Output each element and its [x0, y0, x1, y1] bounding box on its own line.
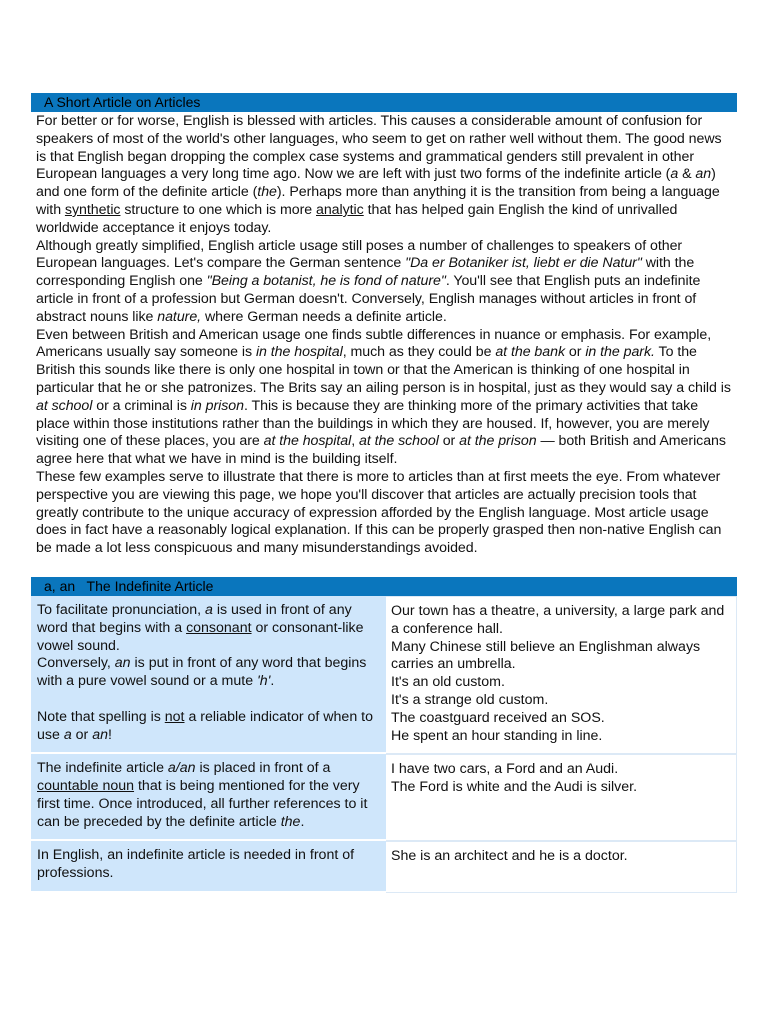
article-body [31, 112, 737, 558]
example-cell: She is an architect and he is a doctor. [386, 841, 737, 893]
table-row [31, 596, 737, 754]
table-row [31, 841, 737, 893]
paragraph-conclusion: These few examples serve to illustrate that there is more to articles than at first meets the eye. From whatever perspective you are viewing this page, we hope you'll discover that articles are actually precision tools that greatly contribute to the unique accuracy of expression afforded by the English language. Most article usage does in fact have a reasonably logical explanation. If this can be properly grasped then non-native English can be made a lot less conspicuous and many misunderstandings avoided. [36, 468, 722, 557]
link-analytic[interactable]: analytic [316, 201, 364, 218]
indefinite-article-table [31, 596, 737, 893]
section-heading-indefinite-article: a, an The Indefinite Article [31, 577, 737, 596]
paragraph-german: Although greatly simplified, English article usage still poses a number of challenges to speakers of other European languages. Let's compare the German sentence "Da er Botaniker ist, liebt er die Natur" with the corresponding English one "Being a botanist, he is fond of nature". You'll see that English puts an indefinite article in front of a profession but German doesn't. Conversely, English manages without articles in front of abstract nouns like nature, where German needs a definite article. [36, 237, 701, 325]
paragraph-british-american: Even between British and American usage one finds subtle differences in nuance or emphasis. For example, Americans usually say someone is in the hospital, much as they could be at the bank or in the park. To the British this sounds like there is only one hospital in town or that the American is thinking of one hospital in particular that he or she patronizes. The Brits say an ailing person is in hospital, just as they would say a child is at school or a criminal is in prison. This is because they are thinking more of the primary activities that take place within those institutions rather than the buildings in which they are housed. If, however, you are merely visiting one of these places, you are at the hospital, at the school or at the prison — both British and Americans agree here that what we have in mind is the building itself. [36, 326, 731, 468]
rule-cell: In English, an indefinite article is needed in front of professions. [31, 841, 386, 893]
paragraph-intro: For better or for worse, English is blessed with articles. This causes a considerable amount of confusion for speakers of most of the world's other languages, who seem to get on rather well without them. The good news is that English began dropping the complex case systems and grammatical genders still prevalent in other European languages a very long time ago. Now we are left with just two forms of the indefinite article (a & an) and one form of the definite article (the). Perhaps more than anything it is the transition from being a language with synthetic structure to one which is more analytic that has helped gain English the kind of unrivalled worldwide acceptance it enjoys today. [36, 113, 722, 236]
link-countable-noun[interactable]: countable noun [37, 778, 135, 795]
link-consonant[interactable]: consonant [186, 619, 252, 636]
document [31, 93, 737, 893]
example-cell: I have two cars, a Ford and an Audi. The Ford is white and the Audi is silver. [386, 754, 737, 841]
rule-cell: To facilitate pronunciation, a is used in front of any word that begins with a consonant or consonant-like vowel sound. Conversely, an is put in front of any word that begins with a pure vowel sound or a mute 'h'. Note that spelling is not a reliable indicator of when to use a or an! [31, 596, 386, 754]
table-row [31, 754, 737, 841]
example-cell: Our town has a theatre, a university, a large park and a conference hall. Many Chinese still believe an Englishman always carries an umbrella. It's an old custom. It's a strange old custom. The coastguard received an SOS. He spent an hour standing in line. [386, 596, 737, 754]
section-heading-articles: A Short Article on Articles [31, 93, 737, 112]
rule-cell: The indefinite article a/an is placed in front of a countable noun that is being mentioned for the very first time. Once introduced, all further references to it can be preceded by the definite article the. [31, 754, 386, 841]
link-synthetic[interactable]: synthetic [64, 201, 121, 218]
